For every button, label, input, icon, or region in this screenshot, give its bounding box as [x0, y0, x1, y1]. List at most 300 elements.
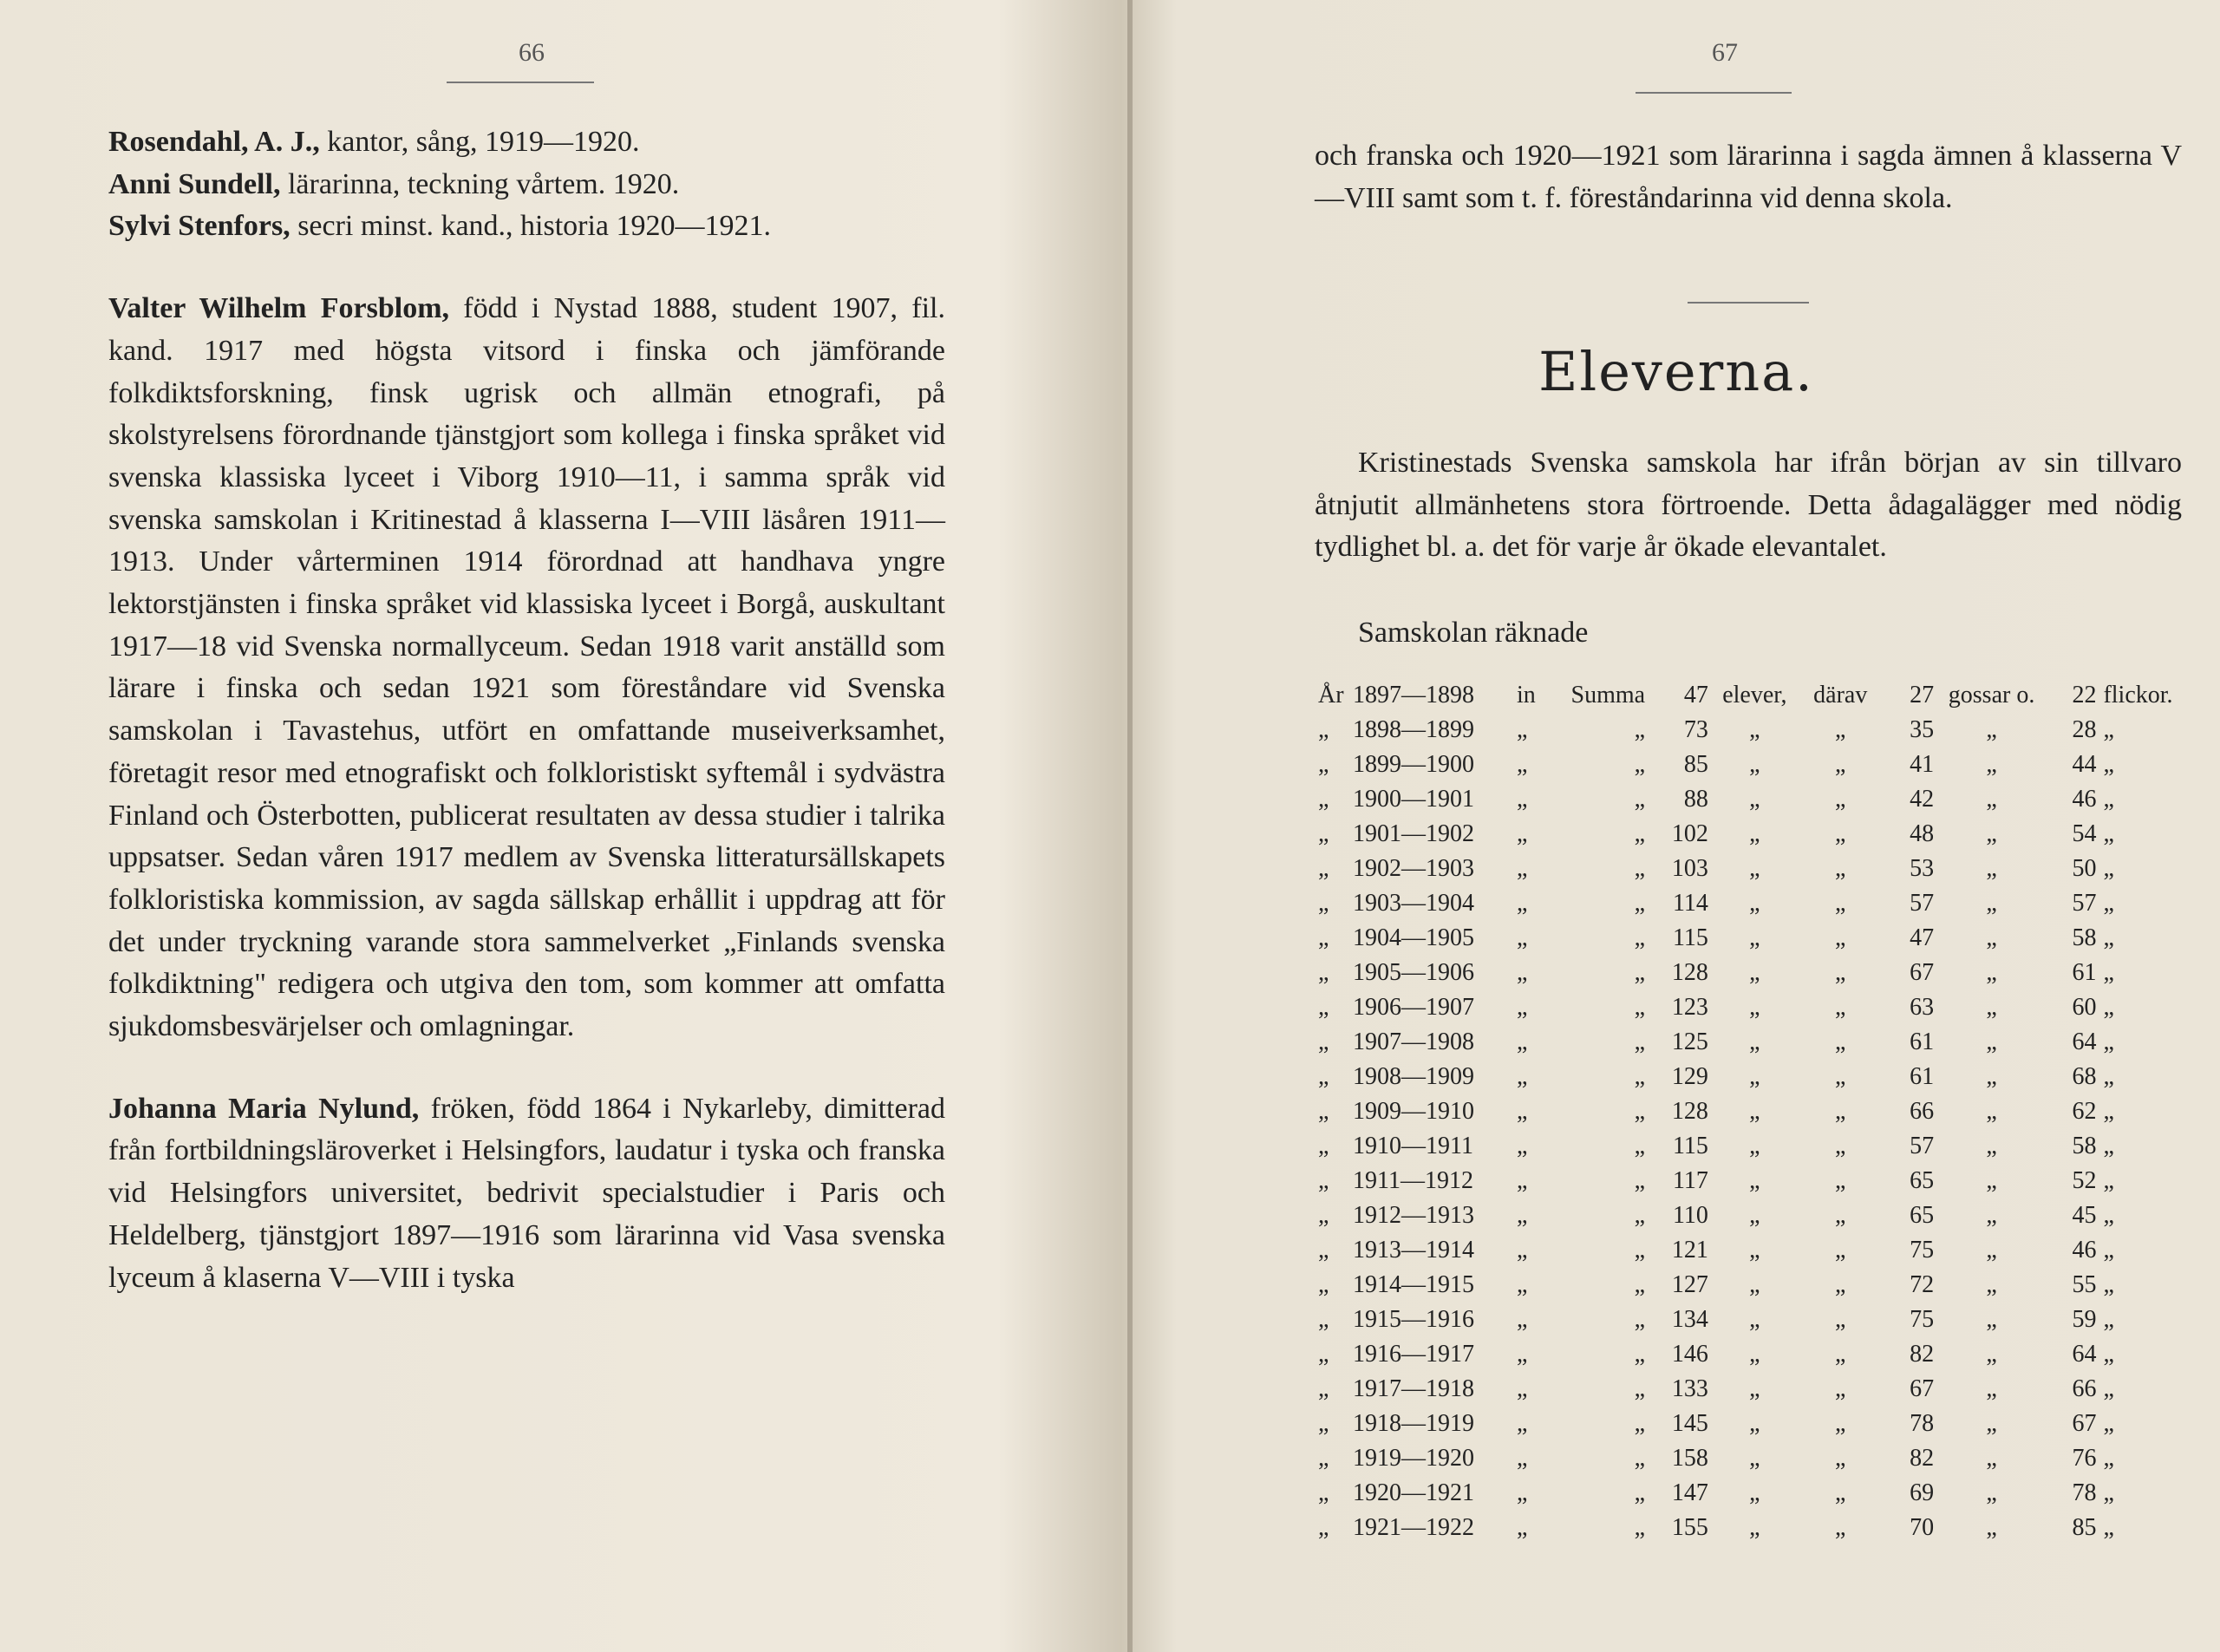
- table-cell: „: [1634, 1445, 1646, 1472]
- table-cell: „: [1516, 924, 1528, 951]
- table-cell: „: [1634, 716, 1646, 743]
- table-row: [1315, 1511, 2199, 1545]
- table-cell: „: [1749, 751, 1760, 778]
- table-cell: „: [1835, 1063, 1846, 1090]
- table-cell: „: [1835, 820, 1846, 847]
- table-cell: 65: [1910, 1202, 1935, 1229]
- paragraph-text: fröken, född 1864 i Nykarleby, dimitterad från fortbildningsläroverket i Helsingfors, laudatur i tyska och franska vid Helsingfors universitet, bedrivit specialstudier i Paris och Heldelberg, tjänstgjort 1897—1916 som lärarinna vid Vasa svenska lyceum å klaserna V—VIII i tyska: [108, 1092, 945, 1294]
- table-cell: „: [1749, 1306, 1760, 1333]
- table-cell: „: [1986, 1202, 1997, 1229]
- table-cell: „: [1986, 1410, 1997, 1437]
- table-cell: „: [2103, 1306, 2114, 1333]
- table-cell: 54: [2072, 820, 2097, 847]
- paragraph-text: kantor, sång, 1919—1920.: [319, 126, 640, 158]
- table-cell: „: [1516, 855, 1528, 882]
- table-row: [1315, 1372, 2199, 1407]
- table-cell: 66: [1910, 1098, 1935, 1125]
- table-cell: 129: [1671, 1063, 1708, 1090]
- table-cell: 46: [2072, 786, 2097, 813]
- table-cell: „: [2103, 994, 2114, 1021]
- table-cell: „: [2103, 1410, 2114, 1437]
- table-cell: „: [1634, 855, 1646, 882]
- person-name: Valter Wilhelm Forsblom,: [108, 292, 450, 325]
- year-cell: [1315, 956, 1513, 990]
- table-cell: „: [1835, 1133, 1846, 1159]
- year-range: 1898—1899: [1353, 716, 1474, 743]
- year-range: 1908—1909: [1353, 1063, 1474, 1090]
- table-cell: „: [1634, 1479, 1646, 1506]
- year-range: 1914—1915: [1353, 1271, 1474, 1298]
- paragraph-text: secri minst. kand., historia 1920—1921.: [290, 210, 772, 243]
- table-cell: „: [1516, 1341, 1528, 1368]
- year-cell: [1315, 1303, 1513, 1337]
- year-cell: [1315, 1198, 1513, 1233]
- table-cell: „: [1986, 1271, 1997, 1298]
- table-cell: „: [1634, 1133, 1646, 1159]
- table-cell: „: [1634, 1028, 1646, 1055]
- table-cell: „: [1835, 1271, 1846, 1298]
- table-cell: „: [1986, 1167, 1997, 1194]
- table-cell: 58: [2072, 1133, 2097, 1159]
- year-range: 1918—1919: [1353, 1410, 1474, 1437]
- table-row: [1315, 1198, 2199, 1233]
- paragraph-sundell: [108, 164, 945, 206]
- left-page-text: [108, 121, 945, 1299]
- table-cell: „: [1835, 1306, 1846, 1333]
- table-cell: „: [1986, 751, 1997, 778]
- table-cell: „: [1835, 1514, 1846, 1541]
- table-cell: „: [1749, 1167, 1760, 1194]
- year-cell: [1315, 1441, 1513, 1476]
- table-cell: „: [1749, 716, 1760, 743]
- table-cell: „: [2103, 786, 2114, 813]
- table-cell: „: [2103, 1479, 2114, 1506]
- table-cell: „: [2103, 1271, 2114, 1298]
- table-cell: „: [1749, 1479, 1760, 1506]
- table-cell: 125: [1671, 1028, 1708, 1055]
- table-cell: „: [1749, 924, 1760, 951]
- table-cell: 72: [1910, 1271, 1935, 1298]
- table-row: [1315, 1337, 2199, 1372]
- year-cell: [1315, 713, 1513, 748]
- header-rule: [447, 82, 594, 83]
- paragraph-text: lärarinna, teckning vårtem. 1920.: [280, 167, 680, 200]
- year-range: 1915—1916: [1353, 1306, 1474, 1333]
- table-cell: „: [2103, 855, 2114, 882]
- table-cell: „: [2103, 1514, 2114, 1541]
- year-prefix: „: [1318, 1514, 1329, 1541]
- table-cell: „: [1986, 786, 1997, 813]
- table-cell: „: [1516, 1133, 1528, 1159]
- table-cell: 47: [1910, 924, 1935, 951]
- table-cell: 59: [2072, 1306, 2097, 1333]
- table-cell: 61: [1910, 1028, 1935, 1055]
- table-cell: „: [2103, 1237, 2114, 1263]
- table-cell: „: [1634, 1514, 1646, 1541]
- table-cell: 45: [2072, 1202, 2097, 1229]
- year-cell: [1315, 678, 1513, 713]
- table-cell: „: [1986, 959, 1997, 986]
- table-cell: „: [1516, 1237, 1528, 1263]
- table-cell: „: [1986, 924, 1997, 951]
- table-cell: 61: [1910, 1063, 1935, 1090]
- table-cell: „: [1835, 959, 1846, 986]
- year-range: 1906—1907: [1353, 994, 1474, 1021]
- table-cell: „: [1749, 994, 1760, 1021]
- table-cell: „: [1516, 786, 1528, 813]
- page-number: 66: [519, 38, 545, 67]
- table-cell: 44: [2072, 751, 2097, 778]
- table-row: [1315, 1476, 2199, 1511]
- table-cell: 22: [2072, 682, 2097, 708]
- year-range: 1897—1898: [1353, 682, 1474, 708]
- table-cell: „: [1516, 890, 1528, 917]
- year-prefix: „: [1318, 994, 1329, 1021]
- table-cell: „: [1749, 1445, 1760, 1472]
- paragraph-forsblom: [108, 288, 945, 1048]
- year-range: 1921—1922: [1353, 1514, 1474, 1541]
- table-cell: 158: [1671, 1445, 1708, 1472]
- table-cell: 50: [2072, 855, 2097, 882]
- table-cell: „: [1835, 890, 1846, 917]
- table-cell: „: [1986, 1028, 1997, 1055]
- table-cell: „: [1516, 751, 1528, 778]
- year-prefix: „: [1318, 1133, 1329, 1159]
- year-range: 1899—1900: [1353, 751, 1474, 778]
- table-cell: 114: [1672, 890, 1708, 917]
- year-range: 1920—1921: [1353, 1479, 1474, 1506]
- table-cell: „: [1986, 1306, 1997, 1333]
- year-prefix: „: [1318, 1098, 1329, 1125]
- table-cell: 64: [2072, 1028, 2097, 1055]
- table-cell: „: [1634, 994, 1646, 1021]
- year-range: 1900—1901: [1353, 786, 1474, 813]
- table-cell: „: [1749, 1514, 1760, 1541]
- table-cell: 35: [1910, 716, 1935, 743]
- table-cell: „: [2103, 1028, 2114, 1055]
- table-row: [1315, 1407, 2199, 1441]
- year-cell: [1315, 990, 1513, 1025]
- year-prefix: „: [1318, 1271, 1329, 1298]
- table-cell: 63: [1910, 994, 1935, 1021]
- table-cell: gossar o.: [1948, 682, 2035, 708]
- year-range: 1911—1912: [1353, 1167, 1473, 1194]
- table-cell: 69: [1910, 1479, 1935, 1506]
- table-cell: 103: [1671, 855, 1708, 882]
- year-prefix: „: [1318, 1167, 1329, 1194]
- year-range: 1917—1918: [1353, 1375, 1474, 1402]
- year-cell: [1315, 1164, 1513, 1198]
- table-cell: 121: [1671, 1237, 1708, 1263]
- year-cell: [1315, 1476, 1513, 1511]
- person-name: Anni Sundell,: [108, 167, 281, 200]
- table-cell: 88: [1683, 786, 1708, 813]
- table-row: [1315, 748, 2199, 782]
- year-range: 1913—1914: [1353, 1237, 1474, 1263]
- table-cell: „: [1986, 1514, 1997, 1541]
- table-cell: „: [1749, 1341, 1760, 1368]
- table-cell: „: [1516, 1167, 1528, 1194]
- year-prefix: „: [1318, 1410, 1329, 1437]
- table-cell: 67: [1910, 1375, 1935, 1402]
- table-cell: „: [1835, 1375, 1846, 1402]
- year-cell: [1315, 1407, 1513, 1441]
- table-cell: „: [1749, 890, 1760, 917]
- table-cell: „: [1986, 1341, 1997, 1368]
- table-row: [1315, 1303, 2199, 1337]
- table-row: [1315, 817, 2199, 852]
- table-cell: „: [1634, 1375, 1646, 1402]
- table-row: [1315, 1025, 2199, 1060]
- table-cell: 70: [1910, 1514, 1935, 1541]
- table-row: [1315, 990, 2199, 1025]
- table-cell: „: [2103, 1202, 2114, 1229]
- table-cell: „: [1634, 1098, 1646, 1125]
- table-cell: 62: [2072, 1098, 2097, 1125]
- table-cell: „: [2103, 890, 2114, 917]
- table-cell: „: [2103, 1063, 2114, 1090]
- year-cell: [1315, 782, 1513, 817]
- year-range: 1905—1906: [1353, 959, 1474, 986]
- table-cell: „: [2103, 1098, 2114, 1125]
- paragraph-nylund: [108, 1088, 945, 1300]
- person-name: Johanna Maria Nylund,: [108, 1092, 420, 1125]
- table-cell: „: [1516, 1063, 1528, 1090]
- table-cell: „: [1516, 820, 1528, 847]
- year-cell: [1315, 1372, 1513, 1407]
- table-cell: „: [1835, 1237, 1846, 1263]
- table-cell: „: [1749, 1028, 1760, 1055]
- table-cell: „: [1516, 959, 1528, 986]
- year-prefix: „: [1318, 959, 1329, 986]
- table-cell: 57: [1910, 890, 1935, 917]
- year-prefix: „: [1318, 855, 1329, 882]
- header-rule: [1636, 92, 1792, 94]
- table-cell: 67: [1910, 959, 1935, 986]
- table-row: [1315, 1164, 2199, 1198]
- table-cell: 110: [1672, 1202, 1708, 1229]
- table-cell: 128: [1671, 959, 1708, 986]
- paragraph-stenfors: [108, 206, 945, 248]
- table-cell: in: [1516, 682, 1536, 708]
- table-cell: 102: [1671, 820, 1708, 847]
- table-cell: 117: [1672, 1167, 1708, 1194]
- table-row: [1315, 1441, 2199, 1476]
- table-cell: „: [1986, 1098, 1997, 1125]
- table-cell: „: [1835, 855, 1846, 882]
- table-cell: därav: [1813, 682, 1868, 708]
- table-cell: „: [1634, 1063, 1646, 1090]
- table-cell: 58: [2072, 924, 2097, 951]
- table-cell: „: [1835, 1341, 1846, 1368]
- table-cell: 82: [1910, 1445, 1935, 1472]
- table-cell: „: [1749, 820, 1760, 847]
- table-cell: „: [1835, 924, 1846, 951]
- table-cell: „: [1634, 1167, 1646, 1194]
- table-cell: 48: [1910, 820, 1935, 847]
- table-cell: „: [1835, 1445, 1846, 1472]
- table-cell: 145: [1671, 1410, 1708, 1437]
- year-range: 1902—1903: [1353, 855, 1474, 882]
- table-cell: elever,: [1722, 682, 1787, 708]
- table-cell: „: [2103, 1341, 2114, 1368]
- table-cell: 115: [1672, 1133, 1708, 1159]
- table-cell: „: [1835, 786, 1846, 813]
- table-cell: „: [2103, 820, 2114, 847]
- continuation-text: och franska och 1920—1921 som lärarinna i sagda ämnen å klasserna V—VIII samt som t. f. föreståndarinna vid denna skola.: [1315, 140, 2182, 214]
- year-cell: [1315, 1233, 1513, 1268]
- year-prefix: „: [1318, 716, 1329, 743]
- year-cell: [1315, 886, 1513, 921]
- table-cell: „: [2103, 1375, 2114, 1402]
- table-cell: „: [1986, 1133, 1997, 1159]
- table-cell: „: [1634, 1202, 1646, 1229]
- year-cell: [1315, 1337, 1513, 1372]
- table-cell: 57: [1910, 1133, 1935, 1159]
- table-cell: „: [1835, 1479, 1846, 1506]
- table-cell: „: [1749, 786, 1760, 813]
- table-cell: 27: [1910, 682, 1935, 708]
- table-cell: „: [1835, 1028, 1846, 1055]
- year-cell: [1315, 852, 1513, 886]
- table-cell: „: [1749, 1098, 1760, 1125]
- table-row: [1315, 678, 2199, 713]
- table-cell: „: [1516, 1098, 1528, 1125]
- table-cell: 147: [1671, 1479, 1708, 1506]
- year-cell: [1315, 921, 1513, 956]
- table-cell: 82: [1910, 1341, 1935, 1368]
- table-cell: „: [1634, 751, 1646, 778]
- table-cell: „: [1986, 1445, 1997, 1472]
- year-cell: [1315, 1511, 1513, 1545]
- table-cell: „: [1749, 1133, 1760, 1159]
- table-cell: „: [1516, 716, 1528, 743]
- table-cell: „: [1986, 1479, 1997, 1506]
- table-cell: „: [1749, 1271, 1760, 1298]
- right-page: [1133, 0, 2220, 1652]
- table-cell: „: [1835, 1410, 1846, 1437]
- table-cell: 47: [1683, 682, 1708, 708]
- year-cell: [1315, 1268, 1513, 1303]
- table-cell: „: [1634, 924, 1646, 951]
- table-cell: 57: [2072, 890, 2097, 917]
- table-cell: „: [1516, 1271, 1528, 1298]
- year-range: 1909—1910: [1353, 1098, 1474, 1125]
- table-cell: 46: [2072, 1237, 2097, 1263]
- table-row: [1315, 852, 2199, 886]
- table-cell: 115: [1672, 924, 1708, 951]
- year-cell: [1315, 817, 1513, 852]
- section-rule: [1688, 302, 1809, 304]
- year-prefix: „: [1318, 890, 1329, 917]
- table-row: [1315, 1060, 2199, 1094]
- table-cell: 134: [1671, 1306, 1708, 1333]
- person-name: Sylvi Stenfors,: [108, 210, 291, 243]
- table-cell: „: [1516, 1202, 1528, 1229]
- table-cell: 146: [1671, 1341, 1708, 1368]
- table-cell: „: [1634, 820, 1646, 847]
- year-cell: [1315, 748, 1513, 782]
- table-cell: „: [1749, 1202, 1760, 1229]
- table-cell: „: [1835, 751, 1846, 778]
- table-cell: „: [2103, 751, 2114, 778]
- person-name: Rosendahl, A. J.,: [108, 126, 320, 158]
- table-row: [1315, 1129, 2199, 1164]
- year-cell: [1315, 1025, 1513, 1060]
- table-cell: „: [1986, 890, 1997, 917]
- table-cell: 75: [1910, 1237, 1935, 1263]
- table-cell: 67: [2072, 1410, 2097, 1437]
- table-cell: „: [1749, 1410, 1760, 1437]
- table-cell: 66: [2072, 1375, 2097, 1402]
- table-row: [1315, 713, 2199, 748]
- table-cell: „: [1986, 1375, 1997, 1402]
- table-cell: 55: [2072, 1271, 2097, 1298]
- table-cell: „: [1749, 1237, 1760, 1263]
- year-prefix: „: [1318, 786, 1329, 813]
- table-cell: 64: [2072, 1341, 2097, 1368]
- table-cell: 133: [1671, 1375, 1708, 1402]
- year-prefix: År: [1318, 682, 1344, 708]
- table-cell: „: [1634, 1237, 1646, 1263]
- year-range: 1907—1908: [1353, 1028, 1474, 1055]
- table-cell: „: [1634, 786, 1646, 813]
- table-cell: „: [1749, 1375, 1760, 1402]
- table-cell: „: [1835, 1167, 1846, 1194]
- table-row: [1315, 956, 2199, 990]
- year-prefix: „: [1318, 924, 1329, 951]
- table-cell: „: [1634, 1410, 1646, 1437]
- table-cell: „: [1749, 855, 1760, 882]
- table-cell: flickor.: [2103, 682, 2173, 708]
- year-prefix: „: [1318, 820, 1329, 847]
- paragraph-rosendahl: [108, 121, 945, 164]
- table-cell: „: [1986, 994, 1997, 1021]
- year-cell: [1315, 1060, 1513, 1094]
- table-cell: 85: [1683, 751, 1708, 778]
- table-cell: „: [1516, 1479, 1528, 1506]
- table-cell: „: [1516, 1375, 1528, 1402]
- table-cell: „: [1634, 1341, 1646, 1368]
- table-row: [1315, 921, 2199, 956]
- table-cell: „: [1516, 1410, 1528, 1437]
- table-row: [1315, 1268, 2199, 1303]
- table-cell: 28: [2072, 716, 2097, 743]
- table-cell: 78: [1910, 1410, 1935, 1437]
- table-cell: 155: [1671, 1514, 1708, 1541]
- table-cell: 65: [1910, 1167, 1935, 1194]
- table-cell: „: [1835, 716, 1846, 743]
- table-cell: „: [1634, 890, 1646, 917]
- table-cell: 123: [1671, 994, 1708, 1021]
- year-prefix: „: [1318, 1202, 1329, 1229]
- table-cell: „: [2103, 1445, 2114, 1472]
- year-prefix: „: [1318, 1479, 1329, 1506]
- year-range: 1916—1917: [1353, 1341, 1474, 1368]
- table-cell: 128: [1671, 1098, 1708, 1125]
- table-cell: 41: [1910, 751, 1935, 778]
- table-cell: „: [1634, 959, 1646, 986]
- table-cell: 127: [1671, 1271, 1708, 1298]
- table-cell: „: [1634, 1271, 1646, 1298]
- paragraph-text: född i Nystad 1888, student 1907, fil. kand. 1917 med högsta vitsord i finska och jämförande folkdiktsforskning, finsk ugrisk och allmän etnografi, på skolstyrelsens förordnande tjänstgjort som kollega i finska språket vid svenska klassiska lyceet i Viborg 1910—11, i samma språk vid svenska samskolan i Kritinestad å klasserna I—VIII läsåren 1911—1913. Under vårterminen 1914 förordnad att handhava yngre lektorstjänsten i finska språket vid klassiska lyceet i Borgå, auskultant 1917—18 vid Svenska normallyceum. Sedan 1918 varit anställd som lärare i finska och sedan 1921 som föreståndare vid Svenska samskolan i Tavastehus, utfört en omfattande museiverksamhet, företagit resor med etnografiskt och folkloristiskt syftemål i sydvästra Finland och Österbotten, publicerat resultaten av dessa studier i talrika uppsatser. Sedan våren 1917 medlem av Svenska litteratursällskapets folkloristiska kommission, av sagda sällskap erhållit i uppdrag att för det under tryckning varande stora sammelverket „Finlands svenska folkdiktning" redigera och utgiva den tom, som kommer att omfatta sjukdomsbesvärjelser och omlagningar.: [108, 292, 945, 1043]
- table-row: [1315, 1094, 2199, 1129]
- year-range: 1919—1920: [1353, 1445, 1474, 1472]
- table-cell: „: [2103, 924, 2114, 951]
- table-cell: 52: [2072, 1167, 2097, 1194]
- year-prefix: „: [1318, 1237, 1329, 1263]
- table-cell: Summa: [1570, 682, 1646, 708]
